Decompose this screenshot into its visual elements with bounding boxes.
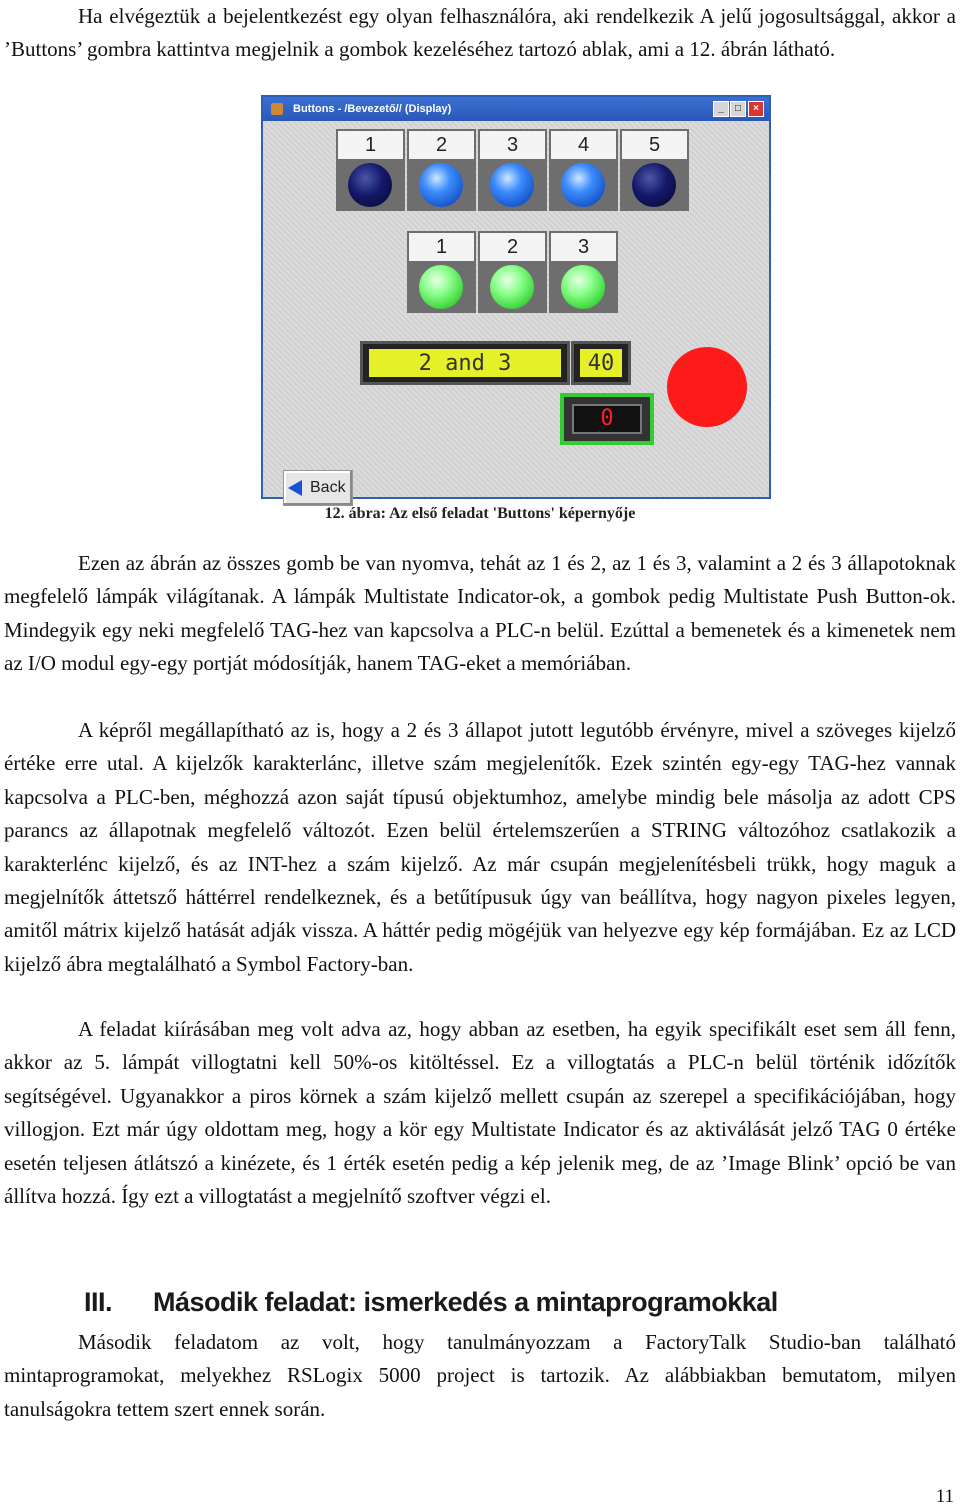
paragraph-3: A képről megállapítható az is, hogy a 2 és 3 állapot jutott legutóbb érvényre, mivel a szöveges kijelző értéke erre utal. A kijelzők karakterlánc, illetve szám megjelenítők. Ezek szintén egy-egy TAG-hez vannak kapcsolva a PLC-ben, méghozzá azon saját típusú objektumhoz, amelybe mindig bele másolja az adott CPS parancs az állapotnak megfelelő változót. Ezen belül értelemszerűen a STRING változóhoz csatlakozik a karakterlénc kijelző, és az INT-hez a szám kijelző. Az már csupán megjelenítésbeli trükk, hogy maguk a megjelnítők áttetsző háttérrel rendelkeznek, és a betűtípusuk úgy van beállítva, hogy nagyon pixeles legyen, amitől mátrix kijelző hatását adják vissza. A háttér pedig mögéjük van helyezve egy kép formájában. Ez az LCD kijelző ábra megtalálható a Symbol Factory-ban.	[4, 718, 956, 976]
push-button-3[interactable]	[478, 129, 547, 211]
back-arrow-icon	[288, 480, 302, 496]
lamp-off-icon	[632, 163, 676, 207]
button-label: 2	[480, 233, 545, 261]
minimize-icon[interactable]: _	[713, 101, 729, 117]
state-button-3[interactable]	[549, 231, 618, 313]
push-button-2[interactable]	[407, 129, 476, 211]
push-button-5[interactable]	[620, 129, 689, 211]
zero-display-value: 0	[572, 404, 642, 434]
number-display	[571, 341, 631, 385]
push-button-4[interactable]	[549, 129, 618, 211]
lamp-on-icon	[419, 163, 463, 207]
zero-display-frame[interactable]	[560, 393, 654, 445]
green-lamp-icon	[490, 265, 534, 309]
back-label: Back	[310, 479, 346, 496]
close-icon[interactable]: ×	[748, 101, 764, 117]
number-display-value: 40	[580, 349, 622, 377]
button-label: 3	[551, 233, 616, 261]
section-title: Második feladat: ismerkedés a mintaprogramokkal	[153, 1287, 778, 1317]
buttons-window	[261, 95, 771, 499]
lamp-on-icon	[561, 163, 605, 207]
green-lamp-icon	[561, 265, 605, 309]
paragraph-4: A feladat kiírásában meg volt adva az, hogy abban az esetben, ha egyik specifikált eset sem áll fenn, akkor az 5. lámpát villogtatni kell 50%-os kitöltéssel. Ez a villogtatás a PLC-n belül történik időzítők segítségével. Ugyanakkor a piros körnek a szám kijelző mellett csupán az szerepel a specifikációjában, hogy villogjon. Ezt már úgy oldottam meg, hogy a kör egy Multistate Indicator és az aktiválását jelző TAG 0 értéke esetén teljesen átlátszó a kinézete, és 1 érték esetén pedig a kép jelenik meg, de az ’Image Blink’ opció be van állítva hozzá. Így ezt a villogtatást a megjelnítő szoftver végzi el.	[4, 1017, 956, 1209]
paragraph-2: Ezen az ábrán az összes gomb be van nyomva, tehát az 1 és 2, az 1 és 3, valamint a 2 és 3 állapotoknak megfelelő lámpák világítanak. A lámpák Multistate Indicator-ok, a gombok pedig Multistate Push Button-ok. Mindegyik egy neki megfelelő TAG-hez van kapcsolva a PLC-n belül. Ezúttal a bemenetek és a kimenetek nem az I/O modul egy-egy portját módosítják, hanem TAG-eket a memóriában.	[4, 551, 956, 676]
figure-caption: 12. ábra: Az első feladat 'Buttons' képernyője	[324, 505, 636, 522]
window-title: Buttons - /Bevezető// (Display)	[293, 103, 452, 115]
paragraph-5: Második feladatom az volt, hogy tanulmányozzam a FactoryTalk Studio-ban található mintaprogramokat, melyekhez RSLogix 5000 project is tartozik. Az alábbiakban bemutatom, milyen tanulságokra tettem szert ennek során.	[4, 1330, 956, 1421]
back-button[interactable]	[283, 470, 353, 506]
push-button-1[interactable]	[336, 129, 405, 211]
section-heading	[84, 1287, 778, 1318]
string-display	[360, 341, 570, 385]
display-client-area	[263, 121, 769, 497]
page-number: 11	[935, 1486, 954, 1507]
button-label: 1	[338, 131, 403, 159]
intro-paragraph: Ha elvégeztük a bejelentkezést egy olyan felhasználóra, aki rendelkezik A jelű jogosultsággal, akkor a ’Buttons’ gombra kattintva megjelnik a gombok kezeléséhez tartozó ablak, ami a 12. ábrán látható.	[4, 4, 956, 62]
button-label: 4	[551, 131, 616, 159]
button-label: 2	[409, 131, 474, 159]
state-button-1[interactable]	[407, 231, 476, 313]
lamp-on-icon	[490, 163, 534, 207]
button-label: 1	[409, 233, 474, 261]
button-label: 3	[480, 131, 545, 159]
state-button-2[interactable]	[478, 231, 547, 313]
maximize-icon[interactable]: □	[730, 101, 746, 117]
green-lamp-icon	[419, 265, 463, 309]
string-display-value: 2 and 3	[369, 349, 561, 377]
red-blink-lamp	[667, 347, 747, 427]
section-number: III.	[84, 1287, 113, 1317]
app-icon	[271, 103, 283, 115]
lamp-off-icon	[348, 163, 392, 207]
button-label: 5	[622, 131, 687, 159]
window-title-bar	[263, 97, 769, 121]
